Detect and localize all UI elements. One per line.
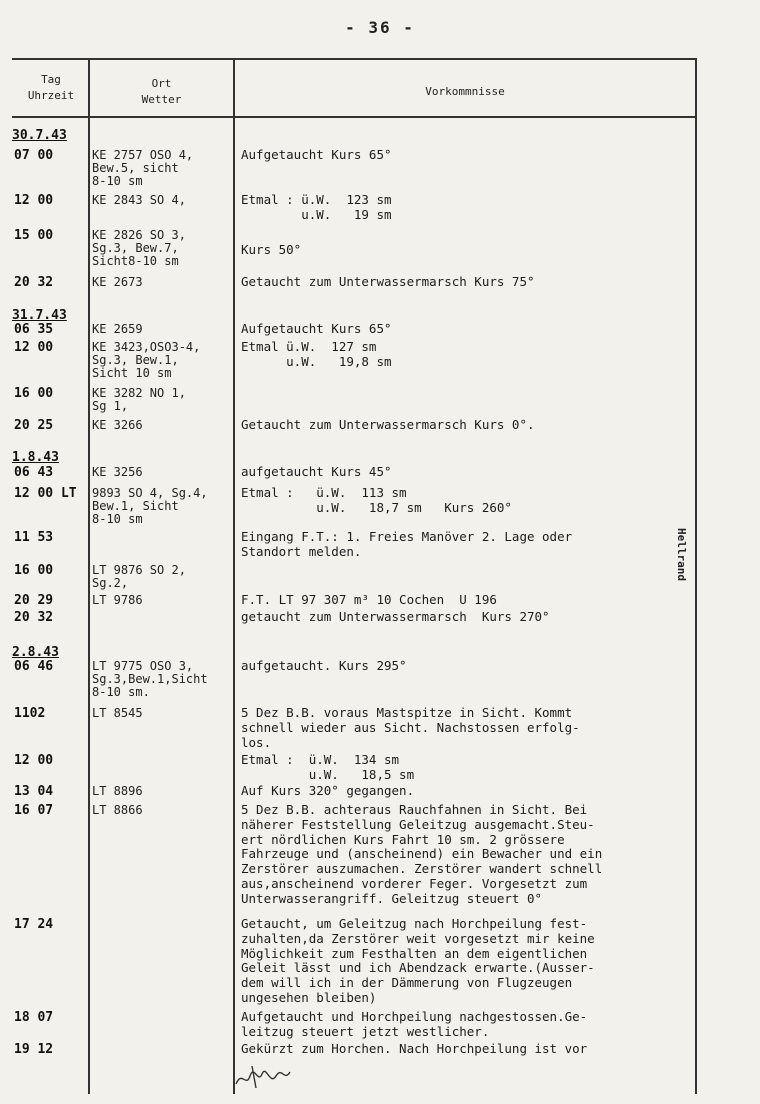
entry-location-weather: KE 2757 OSO 4, Bew.5, sicht 8-10 sm bbox=[92, 149, 194, 188]
entry-time: 06 35 bbox=[14, 322, 54, 337]
entry-time: 20 25 bbox=[14, 418, 54, 433]
entry-time: 17 24 bbox=[14, 917, 54, 932]
entry-event: aufgetaucht Kurs 45° bbox=[241, 465, 392, 479]
entry-event: getaucht zum Unterwassermarsch Kurs 270° bbox=[241, 610, 550, 624]
entry-time: 07 00 bbox=[14, 148, 54, 163]
entry-event: Getaucht zum Unterwassermarsch Kurs 75° bbox=[241, 275, 535, 289]
table-top-rule bbox=[12, 58, 696, 60]
entry-time: 12 00 bbox=[14, 193, 54, 208]
entry-time: 1102 bbox=[14, 706, 46, 721]
entry-location-weather: KE 3256 bbox=[92, 466, 143, 479]
entry-location-weather: 9893 SO 4, Sg.4, Bew.1, Sicht 8-10 sm bbox=[92, 487, 208, 526]
entry-time: 19 12 bbox=[14, 1042, 54, 1057]
entry-location-weather: LT 8545 bbox=[92, 707, 143, 720]
entry-location-weather: LT 9775 OSO 3, Sg.3,Bew.1,Sicht 8-10 sm. bbox=[92, 660, 208, 699]
entry-time: 20 29 bbox=[14, 593, 54, 608]
margin-note bbox=[675, 528, 728, 618]
entry-event: Getaucht, um Geleitzug nach Horchpeilung fest- zuhalten,da Zerstörer weit vorgesetzt mir keine Möglichkeit zum Festhalten an dem eigentlichen Geleit lässt und ich Abendzack erwarte.(Ausser- dem will ich in der Dämmerung von Flugzeugen ungesehen bleiben) bbox=[241, 917, 595, 1005]
entry-event: Eingang F.T.: 1. Freies Manöver 2. Lage oder Standort melden. bbox=[241, 530, 573, 559]
entry-event: Aufgetaucht Kurs 65° bbox=[241, 322, 392, 336]
entry-time: 20 32 bbox=[14, 610, 54, 625]
entry-time: 13 04 bbox=[14, 784, 54, 799]
header-ort: Ort bbox=[151, 77, 172, 90]
entry-location-weather: KE 2826 SO 3, Sg.3, Bew.7, Sicht8-10 sm bbox=[92, 229, 186, 268]
entry-event: Auf Kurs 320° gegangen. bbox=[241, 784, 415, 798]
header-bottom-rule bbox=[12, 116, 696, 118]
header-ort-wetter bbox=[90, 76, 233, 108]
entry-time: 20 32 bbox=[14, 275, 54, 290]
entry-location-weather: LT 8866 bbox=[92, 804, 143, 817]
day-heading: 2.8.43 bbox=[12, 645, 59, 660]
entry-event: Aufgetaucht Kurs 65° bbox=[241, 148, 392, 162]
entry-event: Etmal : ü.W. 123 sm u.W. 19 sm bbox=[241, 193, 392, 222]
header-tag-uhrzeit bbox=[14, 72, 88, 104]
entry-time: 12 00 bbox=[14, 753, 54, 768]
entry-location-weather: LT 9876 SO 2, Sg.2, bbox=[92, 564, 186, 590]
entry-location-weather: KE 3423,OSO3-4, Sg.3, Bew.1, Sicht 10 sm bbox=[92, 341, 201, 380]
entry-time: 12 00 bbox=[14, 340, 54, 355]
day-heading: 31.7.43 bbox=[12, 308, 67, 323]
entry-time: 16 07 bbox=[14, 803, 54, 818]
entry-event: Getaucht zum Unterwassermarsch Kurs 0°. bbox=[241, 418, 535, 432]
entry-event: Gekürzt zum Horchen. Nach Horchpeilung ist vor bbox=[241, 1042, 588, 1056]
entry-time: 18 07 bbox=[14, 1010, 54, 1025]
page-number: - 36 - bbox=[345, 18, 415, 37]
margin-note-text: Hellrand bbox=[675, 528, 688, 581]
entry-location-weather: KE 2673 bbox=[92, 276, 143, 289]
entry-location-weather: KE 3266 bbox=[92, 419, 143, 432]
entry-event: aufgetaucht. Kurs 295° bbox=[241, 659, 407, 673]
entry-event: 5 Dez B.B. voraus Mastspitze in Sicht. Kommt schnell wieder aus Sicht. Nachstossen erfolg- los. bbox=[241, 706, 580, 750]
entry-location-weather: LT 8896 bbox=[92, 785, 143, 798]
entry-time: 16 00 bbox=[14, 563, 54, 578]
entry-time: 06 43 bbox=[14, 465, 54, 480]
entry-time: 16 00 bbox=[14, 386, 54, 401]
header-uhrzeit: Uhrzeit bbox=[27, 89, 75, 102]
header-wetter: Wetter bbox=[141, 93, 182, 106]
entry-event: 5 Dez B.B. achteraus Rauchfahnen in Sicht. Bei näherer Feststellung Geleitzug ausgemacht.Steu- ert nördlichen Kurs Fahrt 10 sm. 2 grössere Fahrzeuge und (anscheinend) ein Bewacher und ein Zerstörer auszumachen. Zerstörer wandert schnell aus,anscheinend vorderer Feger. Vorgesetzt zum Unterwasserangriff. Geleitzug steuert 0° bbox=[241, 803, 603, 906]
entry-location-weather: LT 9786 bbox=[92, 594, 143, 607]
column-divider-1 bbox=[88, 58, 90, 1094]
signature-icon bbox=[232, 1062, 302, 1092]
entry-event: Aufgetaucht und Horchpeilung nachgestossen.Ge- leitzug steuert jetzt westlicher. bbox=[241, 1010, 588, 1039]
entry-time: 15 00 bbox=[14, 228, 54, 243]
entry-location-weather: KE 2659 bbox=[92, 323, 143, 336]
header-vorkommnisse: Vorkommnisse bbox=[425, 85, 505, 98]
entry-time: 06 46 bbox=[14, 659, 54, 674]
entry-time: 12 00 LT bbox=[14, 486, 77, 501]
day-heading: 1.8.43 bbox=[12, 450, 59, 465]
entry-location-weather: KE 3282 NO 1, Sg 1, bbox=[92, 387, 186, 413]
entry-event: Kurs 50° bbox=[241, 241, 302, 257]
header-tag: Tag bbox=[41, 73, 61, 86]
entry-event: Etmal : ü.W. 113 sm u.W. 18,7 sm Kurs 260° bbox=[241, 486, 512, 515]
day-heading: 30.7.43 bbox=[12, 128, 67, 143]
entry-event: Etmal : ü.W. 134 sm u.W. 18,5 sm bbox=[241, 753, 415, 782]
entry-time: 11 53 bbox=[14, 530, 54, 545]
entry-event: Etmal ü.W. 127 sm u.W. 19,8 sm bbox=[241, 340, 392, 369]
entry-event: F.T. LT 97 307 m³ 10 Cochen U 196 bbox=[241, 593, 497, 607]
entry-location-weather: KE 2843 SO 4, bbox=[92, 194, 186, 207]
